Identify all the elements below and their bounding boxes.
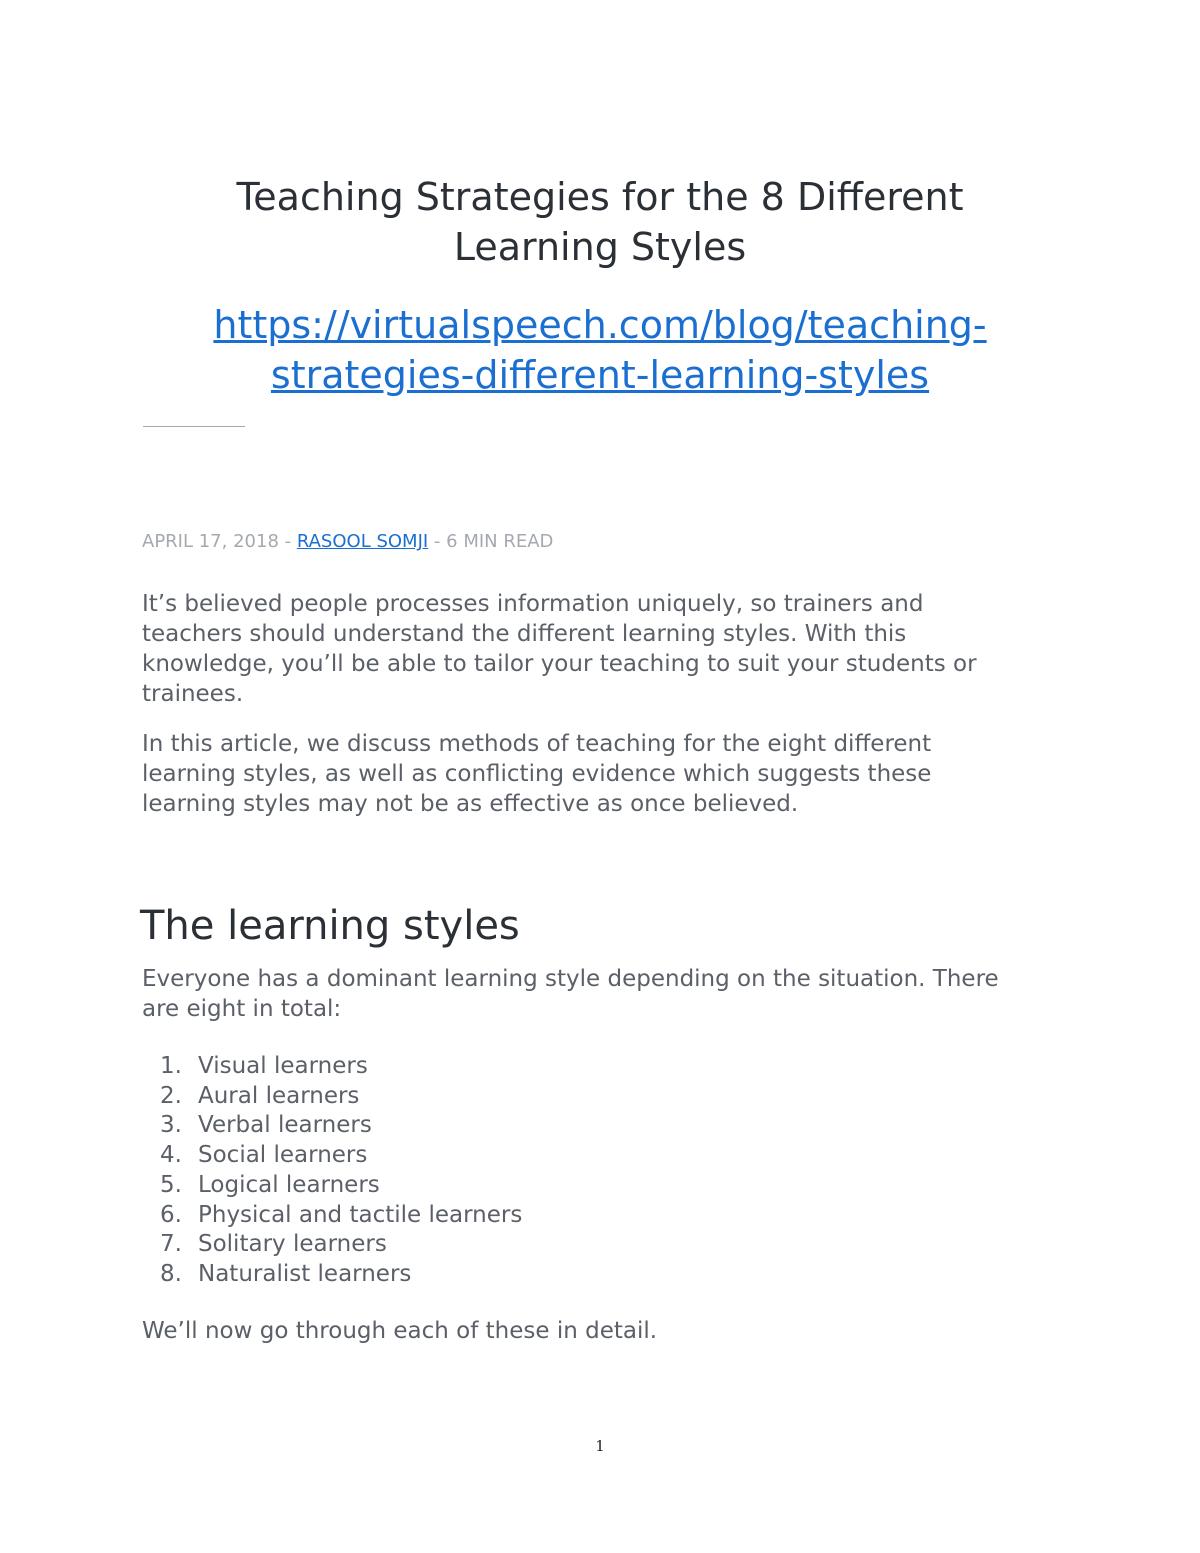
list-item (160, 1141, 522, 1171)
publish-date: APRIL 17, 2018 (142, 531, 279, 552)
list-item-label: Naturalist learners (198, 1260, 412, 1287)
list-item-label: Social learners (198, 1142, 368, 1169)
page-number: 1 (595, 1437, 605, 1455)
list-item-label: Aural learners (198, 1082, 360, 1109)
text-line: trainees. (142, 681, 244, 707)
text-line: We’ll now go through each of these in detail. (142, 1318, 658, 1344)
closing-paragraph (142, 1316, 1072, 1346)
list-item (160, 1052, 522, 1082)
article-meta (142, 530, 553, 554)
list-item-label: Verbal learners (198, 1112, 372, 1139)
list-number: 6. (160, 1201, 182, 1228)
author-link[interactable]: RASOOL SOMJI (296, 531, 429, 552)
list-item (160, 1201, 522, 1231)
document-title (140, 172, 1060, 272)
read-time: 6 MIN READ (446, 531, 554, 552)
section-heading: The learning styles (140, 903, 520, 949)
list-item-label: Physical and tactile learners (198, 1201, 523, 1228)
source-url-link[interactable] (140, 300, 1060, 400)
list-item-label: Solitary learners (198, 1231, 387, 1258)
document-title-line-1: Teaching Strategies for the 8 Different (236, 175, 964, 219)
intro-paragraph-1 (142, 589, 1072, 709)
text-line: learning styles may not be as effective as once believed. (142, 791, 799, 817)
divider-rule (143, 426, 245, 427)
list-number: 2. (160, 1082, 182, 1109)
text-line: teachers should understand the different learning styles. With this (142, 621, 907, 647)
meta-separator: - (428, 531, 447, 552)
list-item (160, 1082, 522, 1112)
list-item (160, 1171, 522, 1201)
list-number: 1. (160, 1053, 182, 1079)
list-number: 4. (160, 1142, 182, 1169)
list-number: 7. (160, 1231, 182, 1258)
list-number: 8. (160, 1260, 182, 1287)
text-line: It’s believed people processes information uniquely, so trainers and (142, 591, 924, 617)
list-item-label: Visual learners (198, 1053, 368, 1079)
learning-styles-list (160, 1052, 522, 1290)
section-lead-paragraph (142, 964, 1072, 1024)
list-number: 3. (160, 1112, 182, 1139)
source-url-line-1[interactable]: https://virtualspeech.com/blog/teaching- (213, 303, 987, 347)
list-number: 5. (160, 1171, 182, 1198)
list-item-label: Logical learners (198, 1171, 380, 1198)
source-url-line-2[interactable]: strategies-different-learning-styles (270, 353, 930, 397)
text-line: Everyone has a dominant learning style depending on the situation. There (142, 966, 999, 992)
text-line: learning styles, as well as conflicting evidence which suggests these (142, 761, 932, 787)
list-item (160, 1111, 522, 1141)
text-line: In this article, we discuss methods of teaching for the eight different (142, 731, 932, 757)
text-line: knowledge, you’ll be able to tailor your teaching to suit your students or (142, 651, 977, 677)
intro-paragraph-2 (142, 729, 1072, 819)
meta-separator: - (278, 531, 297, 552)
document-title-line-2: Learning Styles (453, 225, 747, 269)
list-item (160, 1260, 522, 1290)
text-line: are eight in total: (142, 996, 342, 1022)
list-item (160, 1230, 522, 1260)
